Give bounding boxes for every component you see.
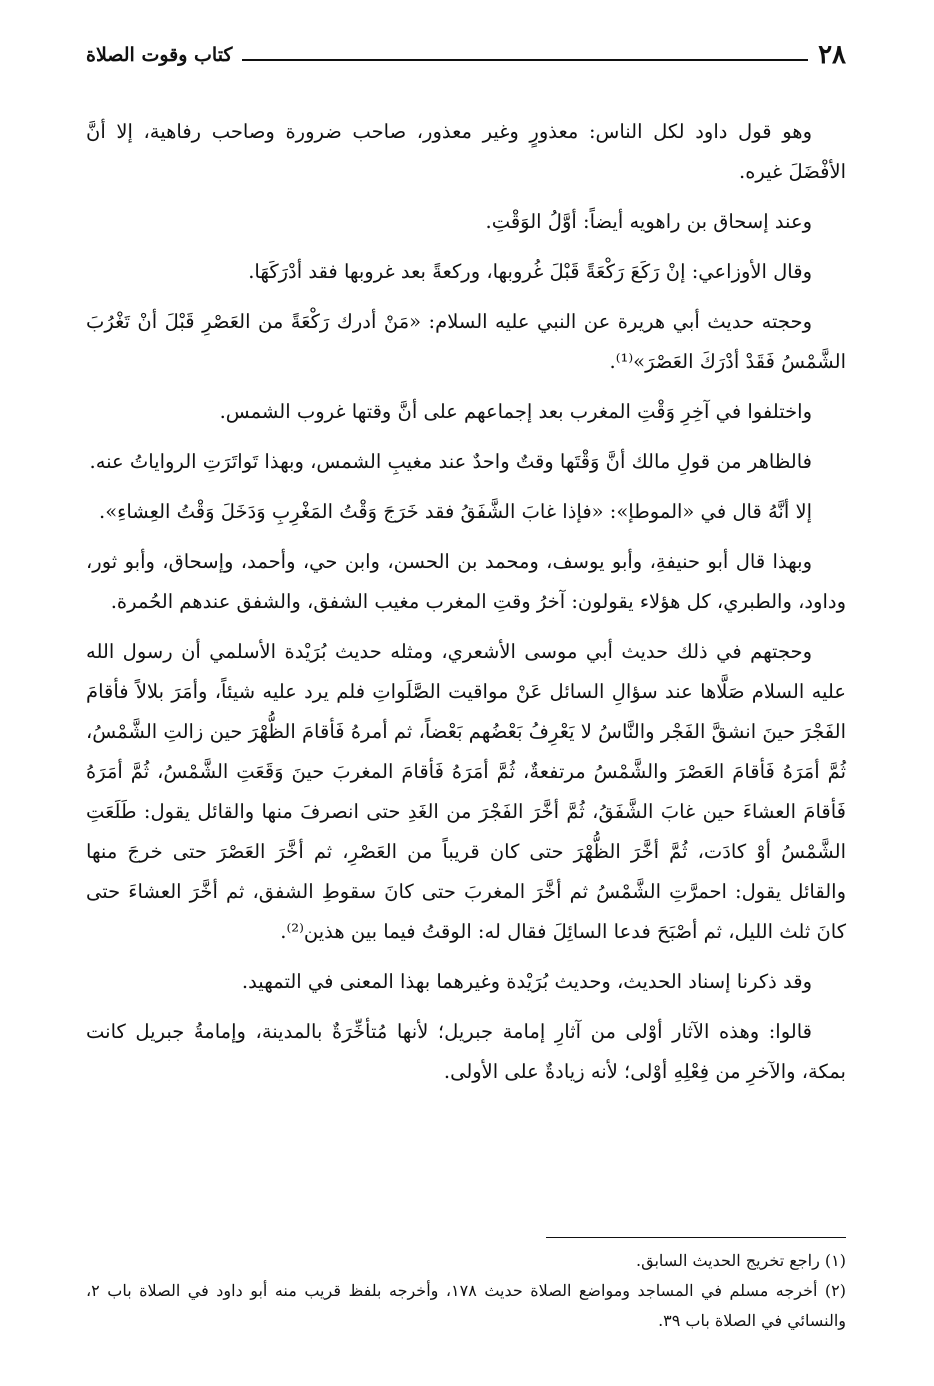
footnote: (٢) أخرجه مسلم في المساجد ومواضع الصلاة حديث ١٧٨، وأخرجه بلفظ قريب منه أبو داود في الصلاة باب ٢، والنسائي في الصلاة باب ٣٩. <box>86 1281 846 1330</box>
footnotes <box>86 1246 846 1336</box>
main-text <box>86 112 846 1102</box>
paragraph: وعند إسحاق بن راهويه أيضاً: أوَّلُ الوَقْتِ. <box>485 210 812 233</box>
header-rule <box>242 59 808 61</box>
paragraph: وقد ذكرنا إسناد الحديث، وحديث بُرَيْدة وغيرهما بهذا المعنى في التمهيد. <box>241 970 812 993</box>
running-title: كتاب وقوت الصلاة <box>86 44 233 66</box>
paragraph: وقال الأوزاعي: إنْ رَكَعَ رَكْعَةً قَبْلَ غُروبها، وركعةً بعد غروبها فقد أدْرَكَهَا. <box>248 260 812 283</box>
footnote: (١) راجع تخريج الحديث السابق. <box>636 1251 846 1270</box>
paragraph: وحجتهم في ذلك حديث أبي موسى الأشعري، ومثله حديث بُرَيْدة الأسلمي أن رسول الله عليه السلام صَلَّاها عند سؤالِ السائل عَنْ مواقيت الصَّلَواتِ فلم يرد عليه شيئاً، وأمَرَ بلالاً فأقامَ الفَجْرَ حينَ انشقَّ الفَجْر والنَّاسُ لا يَعْرِفُ بَعْضُهم بَعْضاً، ثم أمرهُ فَأقامَ الظُّهْرَ حين زالتِ الشَّمْسُ، ثُمَّ أمَرَهُ فَأقامَ العَصْرَ والشَّمْسُ مرتفعةٌ، ثُمَّ أمَرَهُ فَأقامَ المغربَ حينَ وَقَعَتِ الشَّمْسُ، ثُمَّ أمَرَهُ فَأقامَ العشاءَ حين غابَ الشَّفَقُ، ثُمَّ أخَّرَ الفَجْرَ من الغَدِ حتى انصرفَ منها والقائل يقول: طَلَعَتِ الشَّمْسُ أوْ كادَت، ثُمَّ أخَّرَ الظُّهْرَ حتى كان قريباً من العَصْرِ، ثم أخَّرَ العَصْرَ حتى خرجَ منها والقائل يقول: احمرَّتِ الشَّمْسُ ثم أخَّرَ المغربَ حتى كانَ سقوطِ الشفق، ثم أخَّرَ العشاءَ حتى كانَ ثلث الليل، ثم أصْبَحَ فدعا السائِلَ فقال له: الوقتُ فيما بين هذين⁽²⁾. <box>86 640 846 943</box>
paragraph: قالوا: وهذه الآثار أوْلى من آثارِ إمامة جبريل؛ لأنها مُتأخِّرَةٌ بالمدينة، وإمامةُ جبريل كانت بمكة، والآخرِ من فِعْلِهِ أوْلى؛ لأنه زيادةٌ على الأولى. <box>86 1020 846 1083</box>
paragraph: وحجته حديث أبي هريرة عن النبي عليه السلام: «مَنْ أدرك رَكْعَةً من العَصْرِ قَبْلَ أنْ تَغْرُبَ الشَّمْسُ فَقَدْ أدْرَكَ العَصْرَ»⁽¹⁾. <box>86 310 846 373</box>
page-number: ٢٨ <box>818 40 846 70</box>
paragraph: وبهذا قال أبو حنيفةِ، وأبو يوسف، ومحمد بن الحسن، وابن حي، وأحمد، وإسحاق، وأبو ثور، وداود، والطبري، كل هؤلاء يقولون: آخرُ وقتِ المغرب مغيب الشفق، والشفق عندهم الحُمرة. <box>86 550 846 613</box>
footnote-separator <box>546 1237 846 1238</box>
paragraph: إلا أنَّهُ قال في «الموطإ»: «فإذا غابَ الشَّفَقُ فقد خَرَجَ وَقْتُ المَغْرِبِ وَدَخَلَ وَقْتُ العِشاءِ». <box>99 500 812 523</box>
page-header <box>86 38 846 72</box>
paragraph: واختلفوا في آخِرِ وَقْتِ المغرب بعد إجماعهم على أنَّ وقتها غروب الشمس. <box>219 400 812 423</box>
paragraph: وهو قول داود لكل الناس: معذورٍ وغير معذور، صاحب ضرورة وصاحب رفاهية، إلا أنَّ الأفْضَلَ غيره. <box>86 120 846 183</box>
paragraph: فالظاهر من قولِ مالك أنَّ وَقْتَها وقتٌ واحدٌ عند مغيبِ الشمس، وبهذا تَواتَرَتِ الرواياتُ عنه. <box>89 450 812 473</box>
